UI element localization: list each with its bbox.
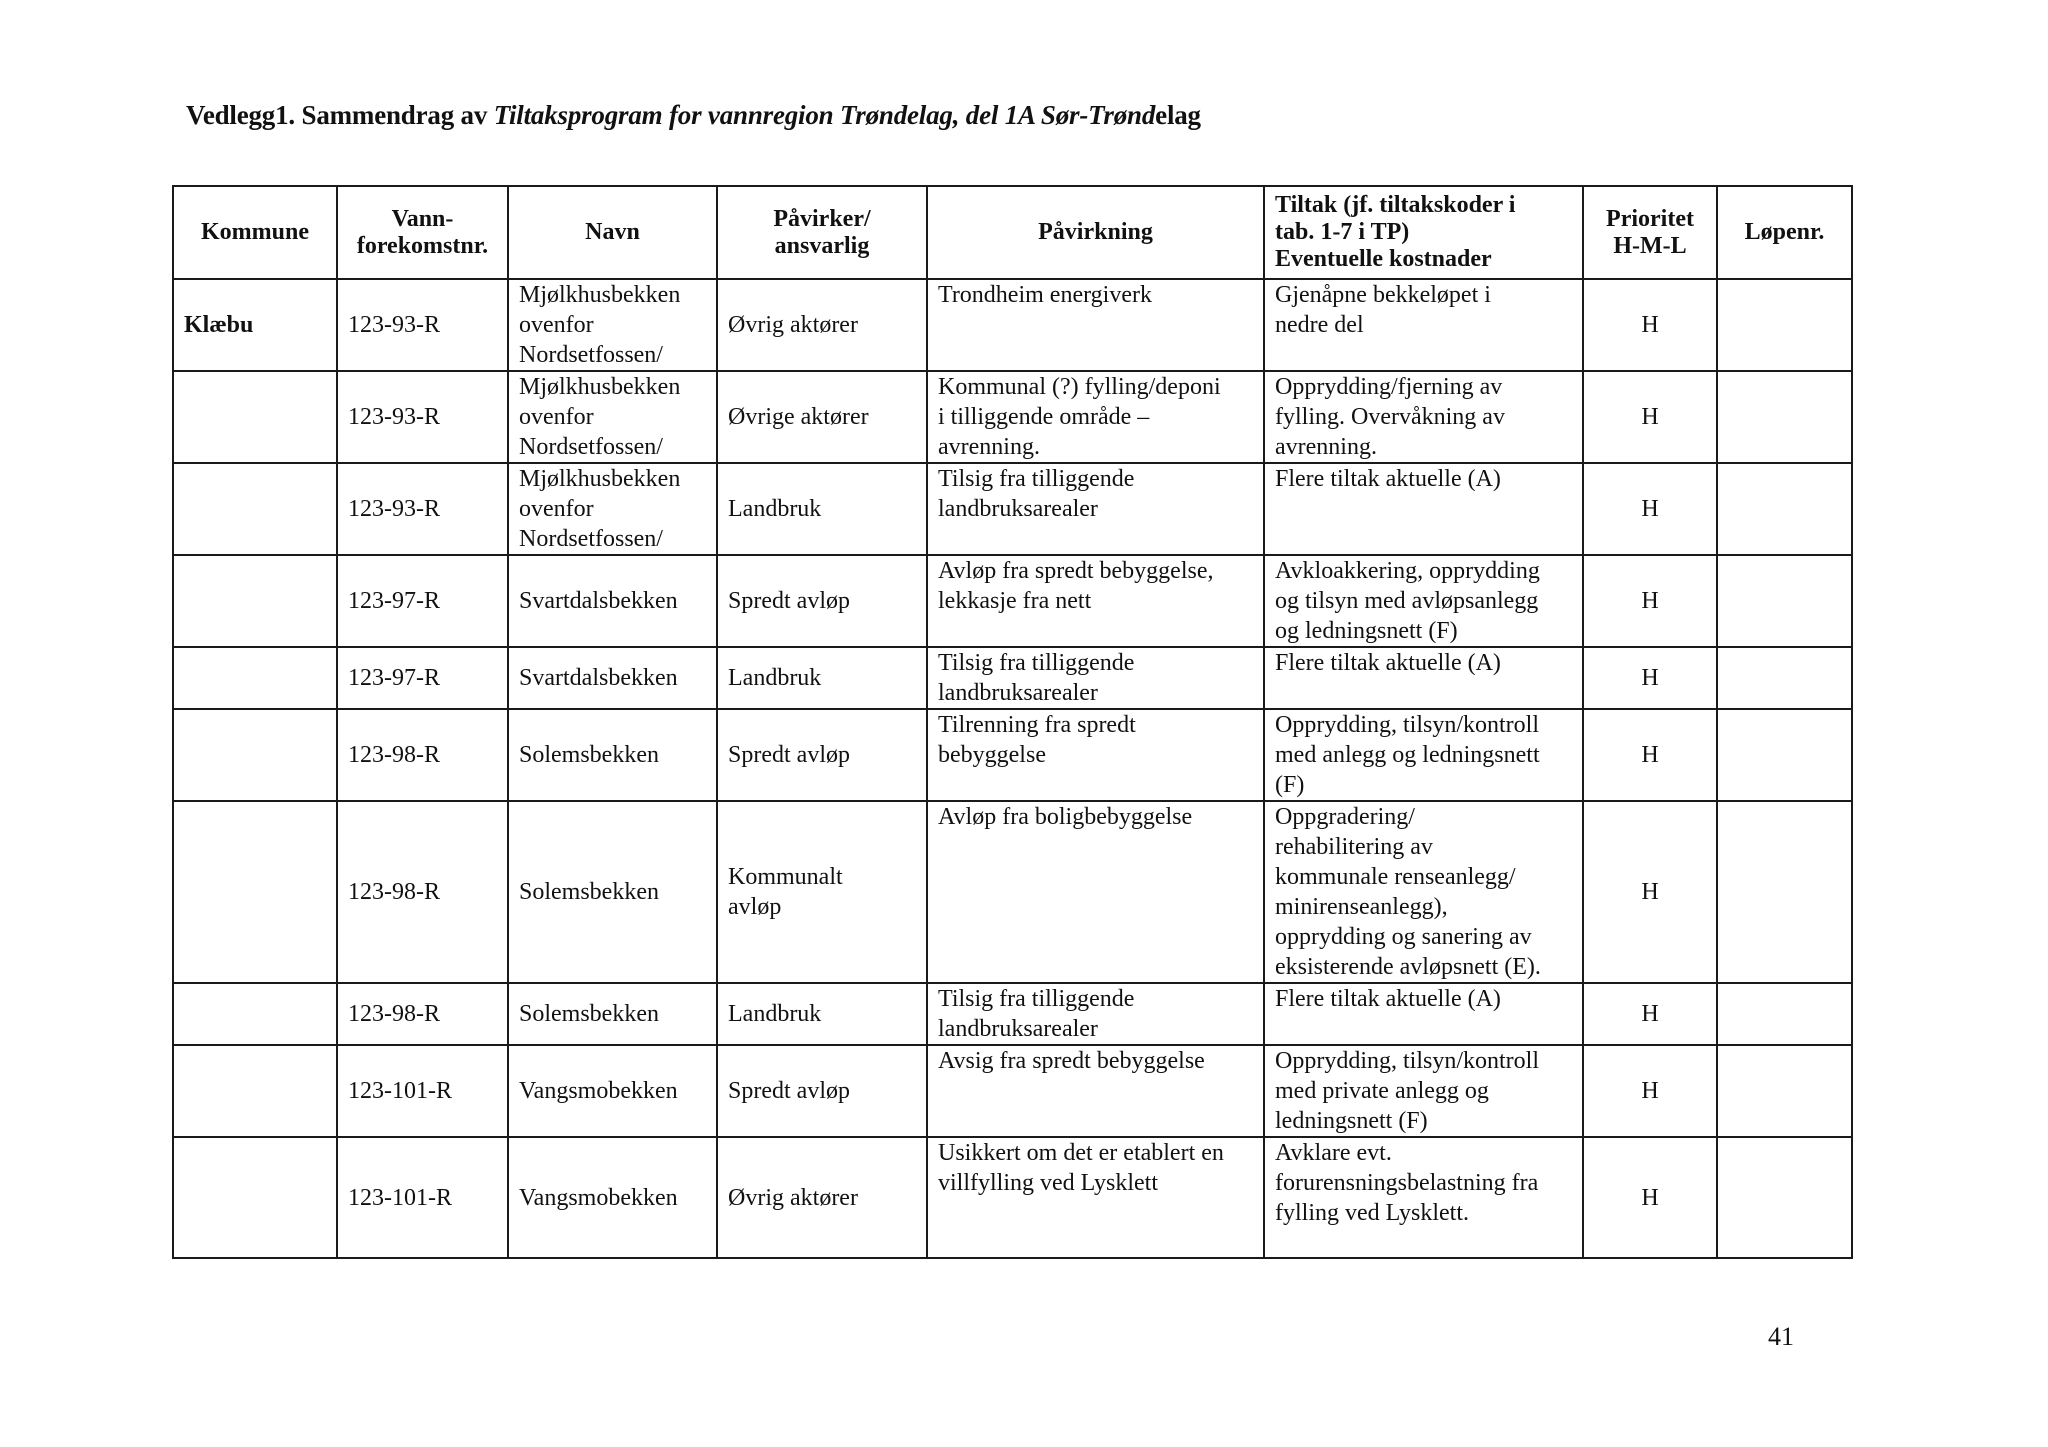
header-kommune: Kommune: [173, 186, 337, 279]
cell-ansvarlig: Spredt avløp: [717, 1045, 927, 1137]
cell-tiltak: Opprydding/fjerning av fylling. Overvåkning av avrenning.: [1264, 371, 1583, 463]
cell-pavirkning: Tilsig fra tilliggende landbruksarealer: [927, 647, 1264, 709]
cell-navn: Mjølkhusbekken ovenfor Nordsetfossen/: [508, 279, 717, 371]
cell-kommune: [173, 463, 337, 555]
cell-tiltak: Opprydding, tilsyn/kontroll med anlegg og ledningsnett (F): [1264, 709, 1583, 801]
cell-nr: 123-98-R: [337, 801, 508, 983]
cell-prioritet: H: [1583, 555, 1717, 647]
cell-ansvarlig: Landbruk: [717, 983, 927, 1045]
cell-nr: 123-101-R: [337, 1137, 508, 1258]
table-row: [173, 647, 1852, 709]
cell-pavirkning: Trondheim energiverk: [927, 279, 1264, 371]
cell-prioritet: H: [1583, 709, 1717, 801]
heading-suffix: elag: [1155, 100, 1201, 130]
cell-ansvarlig: Landbruk: [717, 647, 927, 709]
cell-pavirkning: Tilsig fra tilliggende landbruksarealer: [927, 983, 1264, 1045]
cell-pavirkning: Tilsig fra tilliggende landbruksarealer: [927, 463, 1264, 555]
cell-tiltak: Oppgradering/ rehabilitering av kommunale renseanlegg/ minirenseanlegg), opprydding og sanering av eksisterende avløpsnett (E).: [1264, 801, 1583, 983]
cell-pavirkning: Usikkert om det er etablert en villfylling ved Lysklett: [927, 1137, 1264, 1258]
cell-navn: Vangsmobekken: [508, 1137, 717, 1258]
measures-table: [172, 185, 1853, 1259]
header-prioritet: Prioritet H-M-L: [1583, 186, 1717, 279]
cell-lopenr: [1717, 279, 1852, 371]
cell-lopenr: [1717, 801, 1852, 983]
table-row: [173, 1137, 1852, 1258]
cell-navn: Solemsbekken: [508, 709, 717, 801]
cell-pavirkning: Avløp fra spredt bebyggelse, lekkasje fra nett: [927, 555, 1264, 647]
cell-nr: 123-97-R: [337, 647, 508, 709]
cell-lopenr: [1717, 463, 1852, 555]
cell-prioritet: H: [1583, 647, 1717, 709]
cell-nr: 123-93-R: [337, 463, 508, 555]
header-pavirkning: Påvirkning: [927, 186, 1264, 279]
cell-nr: 123-98-R: [337, 983, 508, 1045]
cell-ansvarlig: Spredt avløp: [717, 555, 927, 647]
cell-kommune: [173, 709, 337, 801]
cell-kommune: [173, 1045, 337, 1137]
cell-lopenr: [1717, 647, 1852, 709]
table-row: [173, 709, 1852, 801]
cell-prioritet: H: [1583, 279, 1717, 371]
cell-prioritet: H: [1583, 371, 1717, 463]
table-header-row: [173, 186, 1852, 279]
cell-pavirkning: Tilrenning fra spredt bebyggelse: [927, 709, 1264, 801]
heading-italic-title: Tiltaksprogram for vannregion Trøndelag, del 1A Sør-Trønd: [493, 100, 1156, 130]
heading-prefix: Vedlegg1. Sammendrag av: [186, 100, 494, 130]
cell-kommune: [173, 647, 337, 709]
page-number: 41: [1768, 1322, 1794, 1351]
cell-navn: Svartdalsbekken: [508, 555, 717, 647]
cell-navn: Vangsmobekken: [508, 1045, 717, 1137]
cell-ansvarlig: Landbruk: [717, 463, 927, 555]
cell-ansvarlig: Kommunalt avløp: [717, 801, 927, 983]
cell-lopenr: [1717, 371, 1852, 463]
table-row: [173, 279, 1852, 371]
cell-pavirkning: Kommunal (?) fylling/deponi i tilliggende område – avrenning.: [927, 371, 1264, 463]
table-row: [173, 371, 1852, 463]
cell-pavirkning: Avløp fra boligbebyggelse: [927, 801, 1264, 983]
cell-lopenr: [1717, 709, 1852, 801]
cell-kommune: [173, 1137, 337, 1258]
cell-navn: Mjølkhusbekken ovenfor Nordsetfossen/: [508, 463, 717, 555]
cell-kommune: [173, 371, 337, 463]
cell-kommune: [173, 801, 337, 983]
cell-nr: 123-93-R: [337, 279, 508, 371]
table-row: [173, 983, 1852, 1045]
page-heading: [186, 100, 1201, 131]
cell-prioritet: H: [1583, 801, 1717, 983]
cell-pavirkning: Avsig fra spredt bebyggelse: [927, 1045, 1264, 1137]
cell-lopenr: [1717, 1137, 1852, 1258]
cell-prioritet: H: [1583, 1045, 1717, 1137]
cell-tiltak: Opprydding, tilsyn/kontroll med private anlegg og ledningsnett (F): [1264, 1045, 1583, 1137]
header-tiltak: Tiltak (jf. tiltakskoder i tab. 1-7 i TP) Eventuelle kostnader: [1264, 186, 1583, 279]
cell-navn: Solemsbekken: [508, 801, 717, 983]
cell-ansvarlig: Øvrig aktører: [717, 1137, 927, 1258]
header-navn: Navn: [508, 186, 717, 279]
cell-kommune: [173, 983, 337, 1045]
cell-nr: 123-98-R: [337, 709, 508, 801]
cell-lopenr: [1717, 555, 1852, 647]
cell-nr: 123-101-R: [337, 1045, 508, 1137]
table-row: [173, 555, 1852, 647]
cell-tiltak: Avkloakkering, opprydding og tilsyn med avløpsanlegg og ledningsnett (F): [1264, 555, 1583, 647]
table-row: [173, 1045, 1852, 1137]
cell-prioritet: H: [1583, 463, 1717, 555]
cell-tiltak: Flere tiltak aktuelle (A): [1264, 983, 1583, 1045]
cell-navn: Solemsbekken: [508, 983, 717, 1045]
cell-tiltak: Avklare evt. forurensningsbelastning fra fylling ved Lysklett.: [1264, 1137, 1583, 1258]
header-pavirker: Påvirker/ ansvarlig: [717, 186, 927, 279]
cell-kommune: Klæbu: [173, 279, 337, 371]
cell-lopenr: [1717, 1045, 1852, 1137]
cell-ansvarlig: Spredt avløp: [717, 709, 927, 801]
table-row: [173, 801, 1852, 983]
cell-tiltak: Gjenåpne bekkeløpet i nedre del: [1264, 279, 1583, 371]
cell-ansvarlig: Øvrige aktører: [717, 371, 927, 463]
cell-lopenr: [1717, 983, 1852, 1045]
cell-prioritet: H: [1583, 1137, 1717, 1258]
header-lopenr: Løpenr.: [1717, 186, 1852, 279]
header-vannforekomstnr: Vann- forekomstnr.: [337, 186, 508, 279]
cell-prioritet: H: [1583, 983, 1717, 1045]
cell-navn: Svartdalsbekken: [508, 647, 717, 709]
cell-navn: Mjølkhusbekken ovenfor Nordsetfossen/: [508, 371, 717, 463]
cell-kommune: [173, 555, 337, 647]
cell-nr: 123-93-R: [337, 371, 508, 463]
cell-nr: 123-97-R: [337, 555, 508, 647]
cell-tiltak: Flere tiltak aktuelle (A): [1264, 647, 1583, 709]
cell-ansvarlig: Øvrig aktører: [717, 279, 927, 371]
table-row: [173, 463, 1852, 555]
cell-tiltak: Flere tiltak aktuelle (A): [1264, 463, 1583, 555]
